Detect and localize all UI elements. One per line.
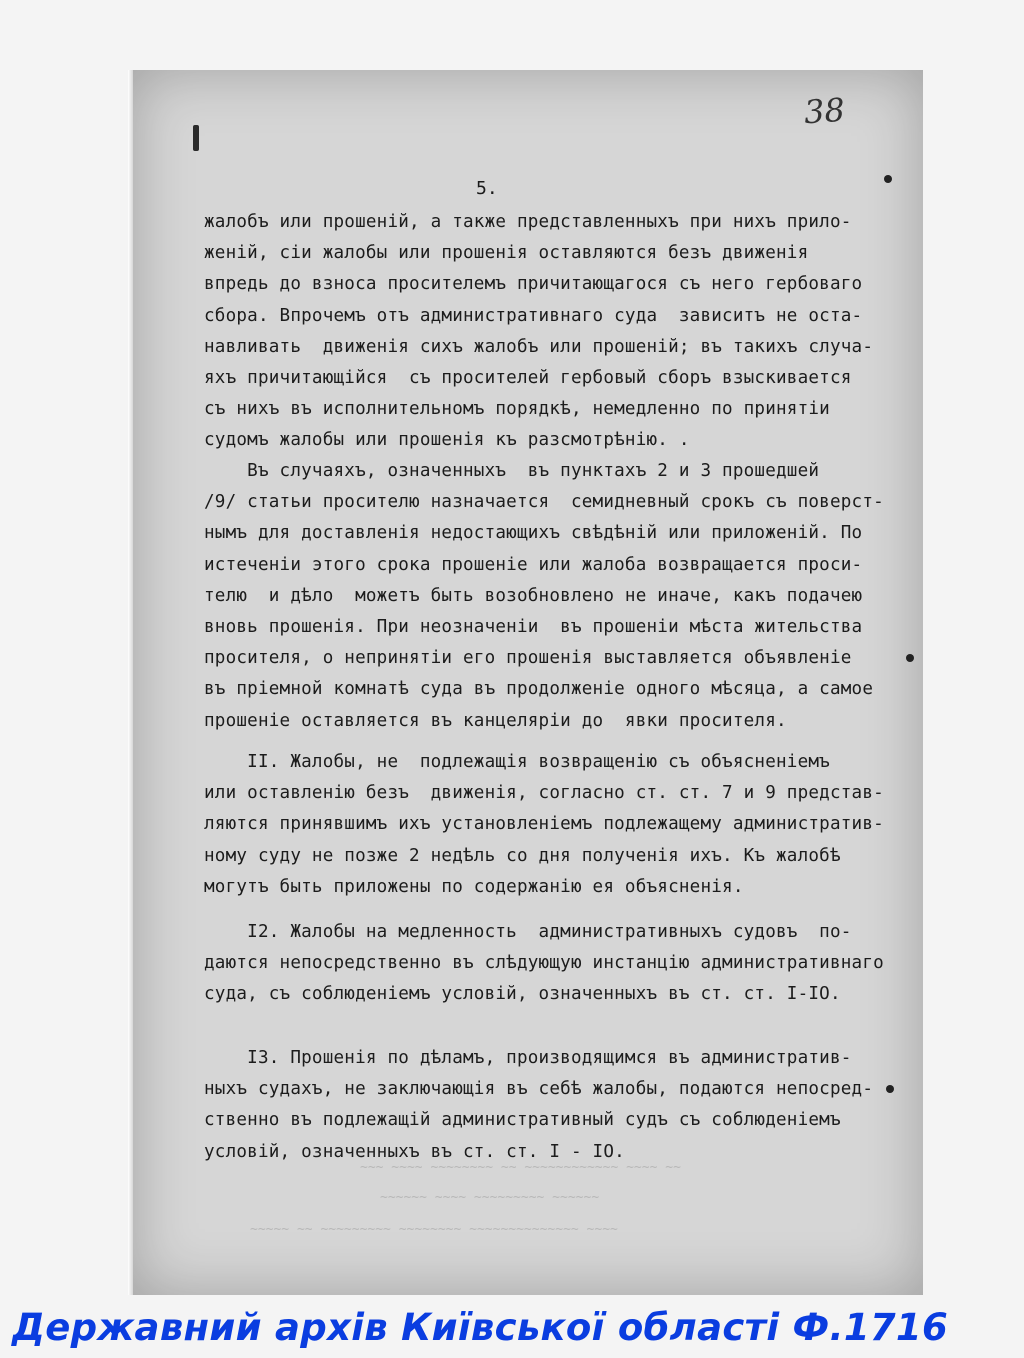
text-line: судомъ жалобы или прошенія къ разсмотрѣнію. . — [204, 430, 690, 451]
bleed-through-text: ~~~~~~ ~~~~ ~~~~~~~~~ ~~~~~~ — [380, 1190, 600, 1205]
text-line: женій, сіи жалобы или прошенія оставляются безъ движенія — [204, 243, 809, 264]
text-line: могутъ быть приложены по содержанію ея объясненія. — [204, 876, 744, 897]
text-line: или оставленію безъ движенія, согласно ст. ст. 7 и 9 представ- — [204, 783, 884, 804]
text-line: Въ случаяхъ, означенныхъ въ пунктахъ 2 и 3 прошедшей — [204, 461, 820, 481]
text-line: вновь прошенія. При неозначеніи въ прошеніи мѣста жительства — [204, 617, 863, 637]
text-line: съ нихъ въ исполнительномъ порядкѣ, немедленно по принятіи — [204, 399, 830, 420]
text-line: навливать движенія сихъ жалобъ или прошеній; въ такихъ случа- — [204, 336, 874, 357]
text-line: ственно въ подлежащій административный судъ съ соблюденіемъ — [204, 1110, 841, 1131]
text-line: просителя, о непринятіи его прошенія выставляется объявленіе — [204, 648, 852, 669]
bleed-through-text: ~~~~~ ~~ ~~~~~~~~~ ~~~~~~~~ ~~~~~~~~~~~~~~ ~~~~ — [250, 1222, 618, 1237]
text-line: сбора. Впрочемъ отъ административнаго суда зависитъ не оста- — [204, 305, 863, 326]
text-line: впредь до взноса просителемъ причитающагося съ него гербоваго — [204, 274, 863, 295]
text-line: I2. Жалобы на медленность административныхъ судовъ по- — [204, 922, 852, 942]
punch-hole-middle — [906, 654, 914, 662]
binding-mark — [193, 125, 199, 151]
punch-hole-bottom — [886, 1085, 894, 1093]
text-line: телю и дѣло можетъ быть возобновлено не иначе, какъ подачею — [204, 585, 863, 606]
text-line: жалобъ или прошеній, а также представленныхъ при нихъ прило- — [204, 212, 852, 232]
text-line: II. Жалобы, не подлежащія возвращенію съ объясненіемъ — [204, 752, 830, 772]
text-line: условій, означенныхъ въ ст. ст. I - IO. — [204, 1141, 625, 1162]
text-line: въ пріемной комнатѣ суда въ продолженіе одного мѣсяца, а самое — [204, 679, 874, 700]
text-line: ному суду не позже 2 недѣль со дня полученія ихъ. Къ жалобѣ — [204, 845, 841, 866]
text-line: нымъ для доставленія недостающихъ свѣдѣній или приложеній. По — [204, 523, 863, 544]
text-line: ныхъ судахъ, не заключающія въ себѣ жалобы, подаются непосред- — [204, 1079, 874, 1100]
text-line: I3. Прошенія по дѣламъ, производящимся въ административ- — [204, 1048, 852, 1068]
bleed-through-text: ~~~ ~~~~ ~~~~~~~~ ~~ ~~~~~~~~~~~~ ~~~~ ~~ — [360, 1160, 681, 1175]
text-line: яхъ причитающійся съ просителей гербовый сборъ взыскивается — [204, 368, 852, 388]
text-line: суда, съ соблюденіемъ условій, означенныхъ въ ст. ст. I-IO. — [204, 984, 841, 1005]
archive-sheet-number: 38 — [802, 90, 846, 132]
text-line: прошеніе оставляется въ канцеляріи до явки просителя. — [204, 710, 787, 731]
page-number: 5. — [476, 178, 498, 199]
text-line: истеченіи этого срока прошеніе или жалоба возвращается проси- — [204, 554, 863, 575]
text-line: ляются принявшимъ ихъ установленіемъ подлежащему административ- — [204, 814, 884, 835]
archive-watermark: Державний архів Київської області Ф.1716 — [12, 1306, 949, 1349]
text-line: /9/ статьи просителю назначается семидневный срокъ съ поверст- — [204, 492, 884, 513]
punch-hole-top — [884, 175, 892, 183]
text-line: даются непосредственно въ слѣдующую инстанцію административнаго — [204, 953, 884, 974]
